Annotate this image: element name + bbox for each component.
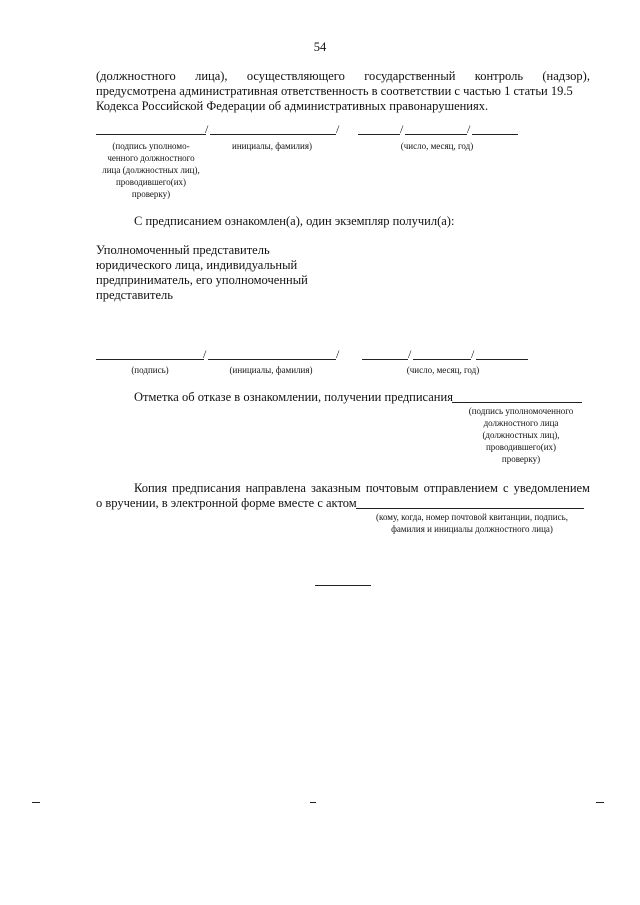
intro-line-3: Кодекса Российской Федерации об административных правонарушениях. [96,99,489,113]
intro-word: осуществляющего [246,69,345,83]
inspector-initials-line [210,134,336,135]
scan-mark [32,802,40,803]
mailing-word: Копия [134,481,168,495]
intro-word: (должностного [96,69,176,83]
intro-word: государственный [364,69,456,83]
intro-line-2: предусмотрена административная ответственность в соответствии с частью 1 статьи 19.5 [96,84,573,98]
mailing-word: с [503,481,509,495]
intro-line-1 [96,69,590,84]
slash: / [205,122,209,136]
scan-mark [596,802,604,803]
mailing-word: предписания [172,481,241,495]
inspector-date-day-line [358,134,400,135]
inspector-signature-line [96,134,206,135]
intro-word: лица), [195,69,228,83]
closing-divider [315,585,371,586]
representative-initials-caption: (инициалы, фамилия) [229,365,313,375]
representative-description: Уполномоченный представитель юридического лица, индивидуальный предприниматель, его уполномоченный представитель [96,243,308,302]
acknowledgement-text: С предписанием ознакомлен(а), один экземпляр получил(а): [134,214,455,228]
slash: / [336,122,340,136]
representative-signature-line [96,359,204,360]
mailing-word: направлена [245,481,306,495]
inspector-date-year-line [472,134,518,135]
slash: / [467,122,471,136]
inspector-signature-caption: (подпись уполномо- ченного должностного лица (должностных лиц), проводившего(их) проверку) [102,141,200,199]
refusal-signature-line [452,402,582,403]
representative-initials-line [208,359,336,360]
mailing-word: отправлением [423,481,498,495]
inspector-initials-caption: инициалы, фамилия) [232,141,312,151]
intro-word: контроль [474,69,524,83]
representative-date-day-line [362,359,408,360]
representative-date-caption: (число, месяц, год) [406,365,480,375]
mailing-line-1 [134,481,590,496]
slash: / [336,347,340,361]
mailing-caption: (кому, когда, номер почтовой квитанции, подпись, фамилия и инициалы должностного лица) [376,512,568,534]
mailing-word: почтовым [365,481,419,495]
slash: / [471,347,475,361]
inspector-date-month-line [405,134,467,135]
scan-mark [310,802,316,803]
mailing-line-2: о вручении, в электронной форме вместе с актом [96,496,357,510]
representative-date-month-line [413,359,471,360]
refusal-caption: (подпись уполномоченного должностного лица (должностных лиц), проводившего(их) проверку) [468,406,574,464]
mailing-recipient-line [356,508,584,509]
representative-date-year-line [476,359,528,360]
intro-word: (надзор), [542,69,590,83]
slash: / [400,122,404,136]
refusal-label: Отметка об отказе в ознакомлении, получении предписания [134,390,453,404]
slash: / [203,347,207,361]
mailing-word: уведомлением [513,481,590,495]
page-number: 54 [313,40,327,54]
mailing-word: заказным [310,481,361,495]
representative-signature-caption: (подпись) [131,365,169,375]
slash: / [408,347,412,361]
inspector-date-caption: (число, месяц, год) [400,141,474,151]
